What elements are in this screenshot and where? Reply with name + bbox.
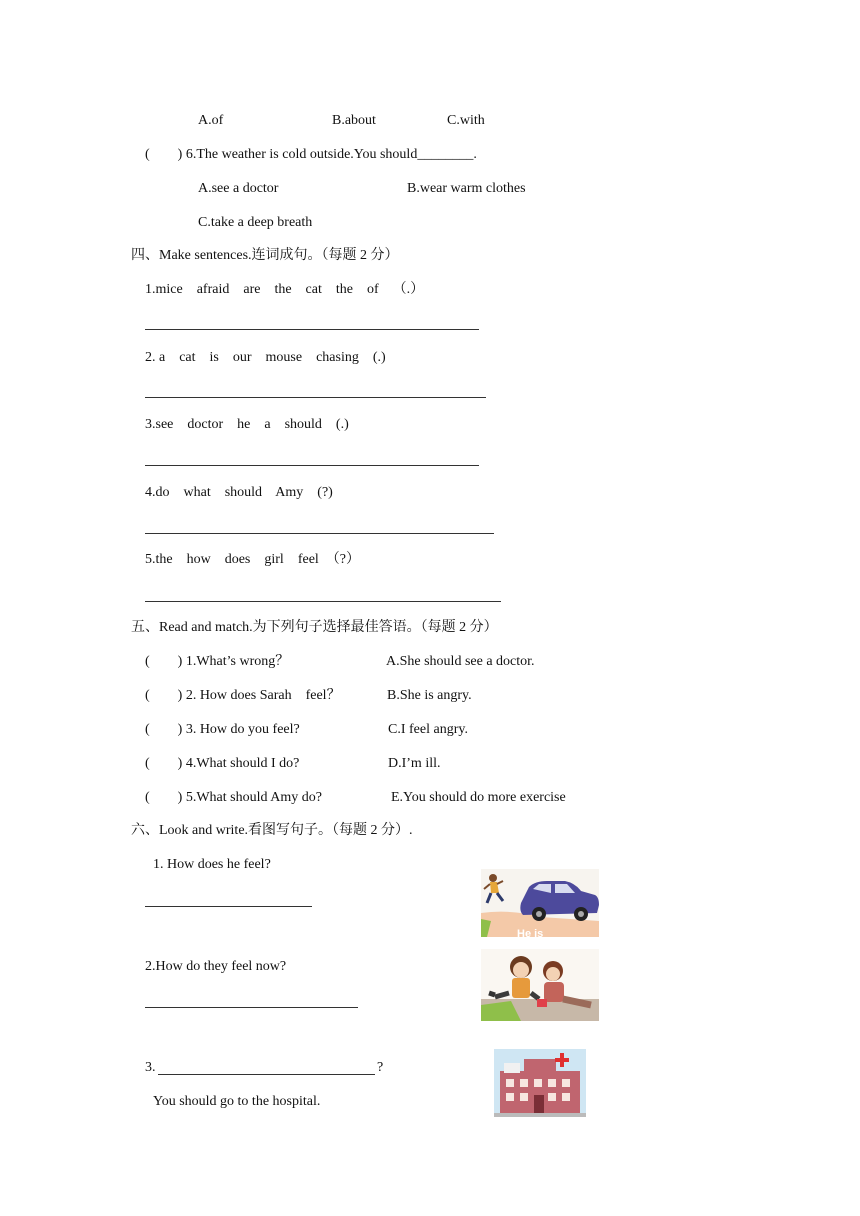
s4-item-3: 3.see doctor he a should (.) xyxy=(145,417,349,432)
s5-answer-a: A.She should see a doctor. xyxy=(386,654,535,669)
answer-line-s4-5[interactable] xyxy=(145,601,501,602)
s4-item-1: 1.mice afraid are the cat the of （.） xyxy=(145,282,425,297)
s4-item-5: 5.the how does girl feel （?） xyxy=(145,552,361,567)
s5-answer-b: B.She is angry. xyxy=(387,688,472,703)
s5-question-1: ( ) 1.What’s wrong？ xyxy=(145,654,290,669)
s6-question-1: 1. How does he feel? xyxy=(153,857,271,872)
answer-line-s6-3[interactable] xyxy=(158,1074,375,1075)
q5-option-a: A.of xyxy=(198,113,224,128)
s5-question-5: ( ) 5.What should Amy do? xyxy=(145,790,322,805)
section4-title: 四、Make sentences.连词成句。（每题 2 分） xyxy=(131,248,399,263)
s6-question-3-answer: You should go to the hospital. xyxy=(153,1094,321,1109)
toy-icon xyxy=(537,999,547,1007)
car-man-picture xyxy=(481,869,599,937)
q6-option-a: A.see a doctor xyxy=(198,181,279,196)
s5-question-3: ( ) 3. How do you feel? xyxy=(145,722,300,737)
answer-line-s6-1[interactable] xyxy=(145,906,312,907)
answer-line-s4-1[interactable] xyxy=(145,329,479,330)
two-children-picture xyxy=(481,949,599,1021)
answer-line-s4-2[interactable] xyxy=(145,397,486,398)
q6-option-c: C.take a deep breath xyxy=(198,215,313,230)
s5-answer-e: E.You should do more exercise xyxy=(391,790,566,805)
picture-caption: He is xyxy=(517,928,544,937)
s6-question-3-prefix: 3. xyxy=(145,1060,156,1075)
s6-question-2: 2.How do they feel now? xyxy=(145,959,287,974)
q6-option-b: B.wear warm clothes xyxy=(407,181,526,196)
s4-item-2: 2. a cat is our mouse chasing (.) xyxy=(145,350,386,365)
q5-option-b: B.about xyxy=(332,113,376,128)
hospital-picture xyxy=(494,1049,586,1117)
answer-line-s4-4[interactable] xyxy=(145,533,494,534)
answer-line-s4-3[interactable] xyxy=(145,465,479,466)
s5-answer-c: C.I feel angry. xyxy=(388,722,468,737)
s4-item-4: 4.do what should Amy (?) xyxy=(145,485,333,500)
s6-question-3-suffix: ? xyxy=(377,1060,384,1075)
s5-question-4: ( ) 4.What should I do? xyxy=(145,756,300,771)
section6-title: 六、Look and write.看图写句子。（每题 2 分）. xyxy=(131,823,413,838)
q5-option-c: C.with xyxy=(447,113,485,128)
q6-stem: ( ) 6.The weather is cold outside.You should________. xyxy=(145,147,477,162)
s5-answer-d: D.I’m ill. xyxy=(388,756,441,771)
s5-question-2: ( ) 2. How does Sarah feel？ xyxy=(145,688,341,703)
section5-title: 五、Read and match.为下列句子选择最佳答语。（每题 2 分） xyxy=(131,620,498,635)
answer-line-s6-2[interactable] xyxy=(145,1007,358,1008)
